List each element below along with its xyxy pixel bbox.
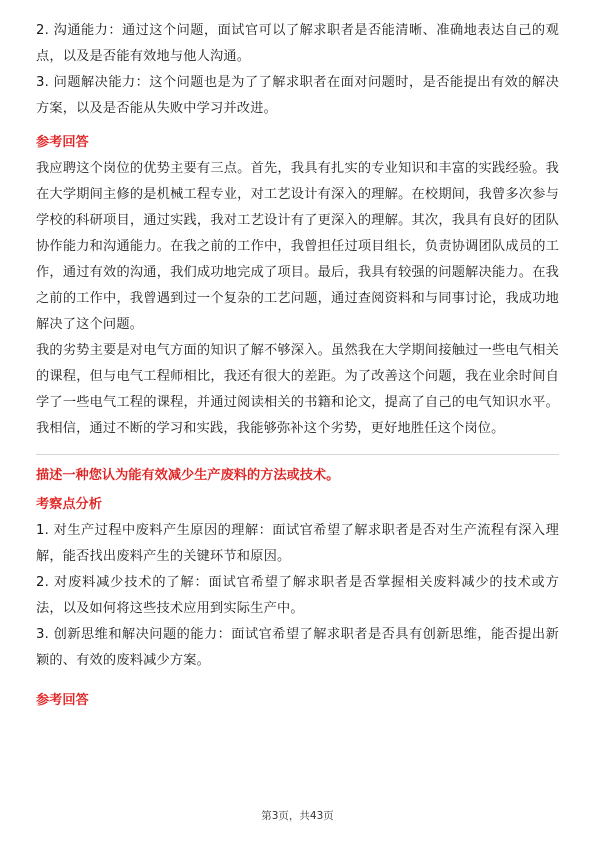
analysis-points-list <box>36 518 559 674</box>
reference-answer-heading: 参考回答 <box>36 693 89 708</box>
answer-paragraph: 我的劣势主要是对电气方面的知识了解不够深入。虽然我在大学期间接触过一些电气相关的课程，但与电气工程师相比，我还有很大的差距。为了改善这个问题，我在业余时间自学了一些电气工程的课程，并通过阅读相关的书籍和论文，提高了自己的电气知识水平。我相信，通过不断的学习和实践，我能够弥补这个劣势，更好地胜任这个岗位。 <box>36 343 559 436</box>
section-divider <box>36 454 559 455</box>
analysis-point: 1. 对生产过程中废料产生原因的理解：面试官希望了解求职者是否对生产流程有深入理解，能否找出废料产生的关键环节和原因。 <box>36 523 559 564</box>
document-page <box>36 18 559 714</box>
page-footer: 第3页，共43页 <box>261 810 334 822</box>
analysis-point: 3. 创新思维和解决问题的能力：面试官希望了解求职者是否具有创新思维，能否提出新颖的、有效的废料减少方案。 <box>36 627 559 668</box>
analysis-point: 3. 问题解决能力：这个问题也是为了了解求职者在面对问题时，是否能提出有效的解决方案，以及是否能从失败中学习并改进。 <box>36 75 559 116</box>
analysis-point: 2. 对废料减少技术的了解：面试官希望了解求职者是否掌握相关废料减少的技术或方法，以及如何将这些技术应用到实际生产中。 <box>36 575 559 616</box>
analysis-point: 2. 沟通能力：通过这个问题，面试官可以了解求职者是否能清晰、准确地表达自己的观点，以及是否能有效地与他人沟通。 <box>36 23 559 64</box>
reference-answer-heading: 参考回答 <box>36 135 89 150</box>
question-title: 描述一种您认为能有效减少生产废料的方法或技术。 <box>36 468 340 483</box>
answer-paragraph: 我应聘这个岗位的优势主要有三点。首先，我具有扎实的专业知识和丰富的实践经验。我在大学期间主修的是机械工程专业，对工艺设计有深入的理解。在校期间，我曾多次参与学校的科研项目，通过实践，我对工艺设计有了更深入的理解。其次，我具有良好的团队协作能力和沟通能力。在我之前的工作中，我曾担任过项目组长，负责协调团队成员的工作，通过有效的沟通，我们成功地完成了项目。最后，我具有较强的问题解决能力。在我之前的工作中，我曾遇到过一个复杂的工艺问题，通过查阅资料和与同事讨论，我成功地解决了这个问题。 <box>36 161 559 332</box>
analysis-heading: 考察点分析 <box>36 497 102 512</box>
previous-analysis-points <box>36 18 559 122</box>
reference-answer-body <box>36 156 559 442</box>
